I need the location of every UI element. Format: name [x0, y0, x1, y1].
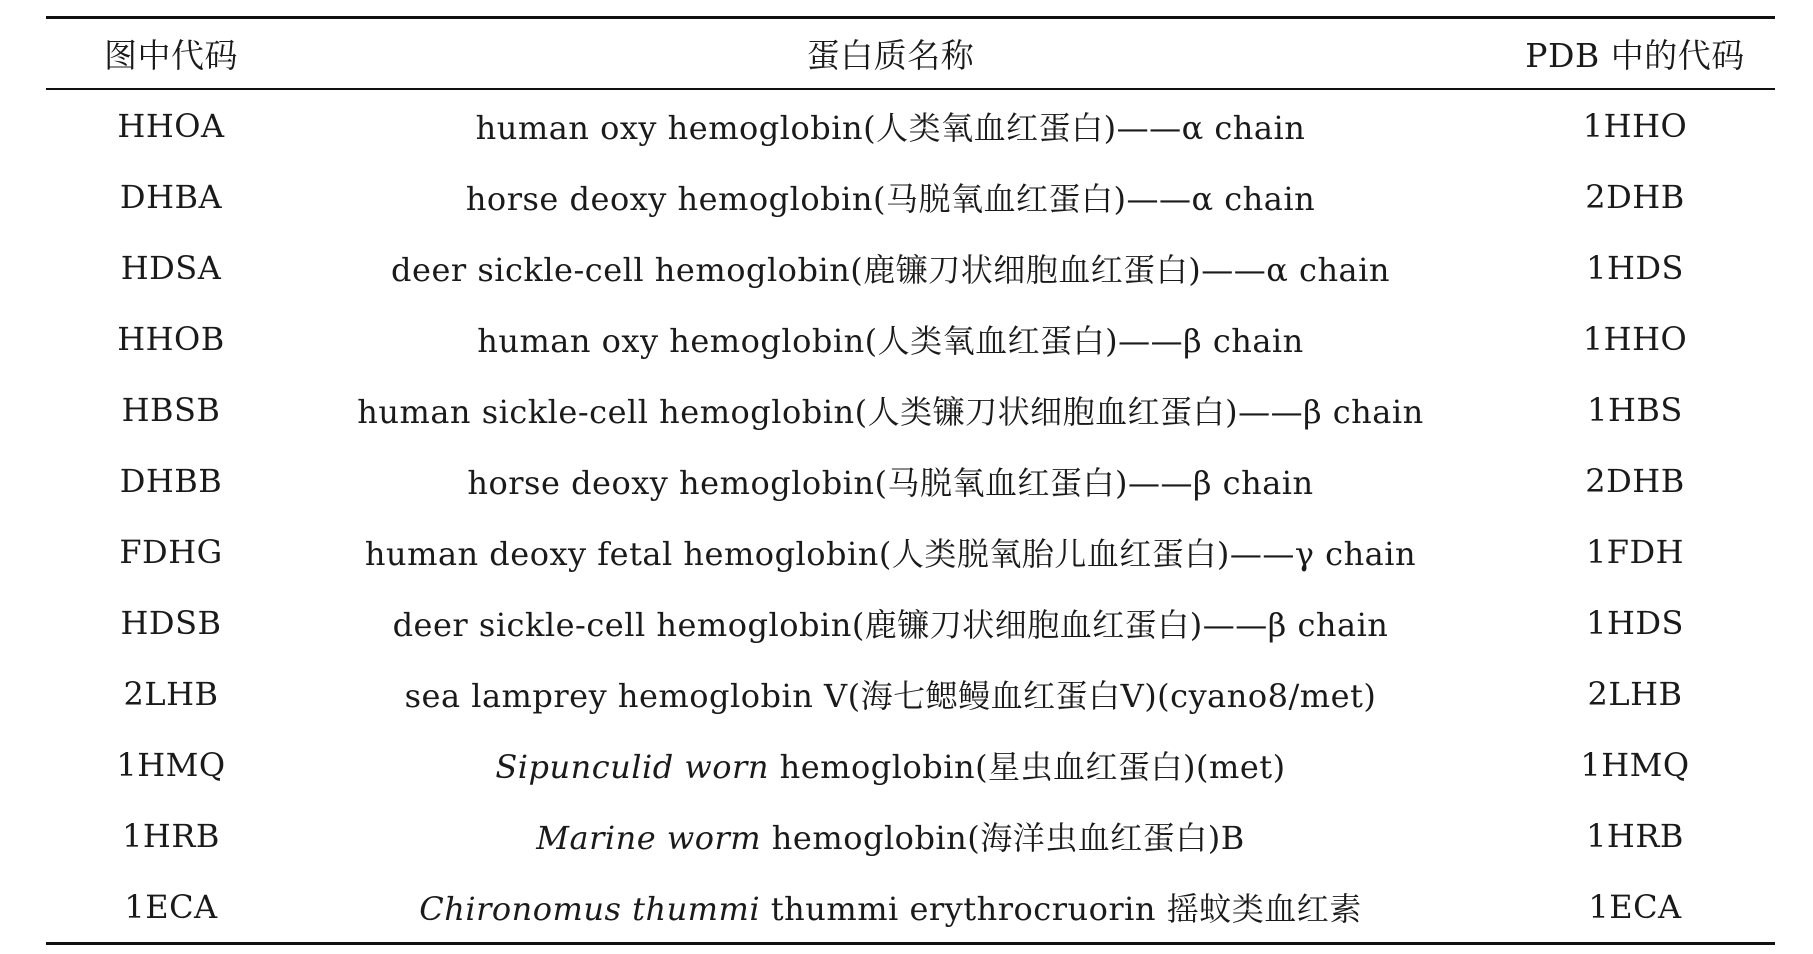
row-name-text: deer sickle-cell hemoglobin(鹿镰刀状细胞血红蛋白)——β chain	[392, 605, 1389, 644]
table-row	[46, 800, 1775, 871]
table-row	[46, 729, 1775, 800]
row-name-text: human oxy hemoglobin(人类氧血红蛋白)——β chain	[477, 321, 1304, 360]
row-pdb: 1HHO	[1582, 106, 1688, 145]
table-row	[46, 658, 1775, 729]
row-name-text: horse deoxy hemoglobin(马脱氧血红蛋白)——β chain	[467, 463, 1314, 502]
table-bottom-rule	[46, 942, 1775, 945]
row-code: DHBB	[119, 461, 223, 500]
table-row	[46, 516, 1775, 587]
row-name	[286, 884, 1495, 930]
row-name-text: thummi erythrocruorin 摇蚊类血红素	[760, 889, 1362, 928]
row-name-italic: Marine worm	[536, 818, 762, 857]
row-name-text: human oxy hemoglobin(人类氧血红蛋白)——α chain	[475, 108, 1306, 147]
table-row	[46, 161, 1775, 232]
row-code: HBSB	[121, 390, 221, 429]
row-name	[286, 813, 1495, 859]
table-row	[46, 90, 1775, 161]
row-name-italic: Sipunculid worn	[495, 747, 769, 786]
row-pdb: 1ECA	[1588, 887, 1682, 926]
row-name-italic: Chironomus thummi	[419, 889, 761, 928]
row-code: HDSB	[120, 603, 222, 642]
row-name-text: human deoxy fetal hemoglobin(人类脱氧胎儿血红蛋白)——γ chain	[364, 534, 1417, 573]
row-pdb: 1HMQ	[1580, 745, 1690, 784]
row-name	[286, 671, 1495, 717]
row-name-text: deer sickle-cell hemoglobin(鹿镰刀状细胞血红蛋白)——α chain	[391, 250, 1390, 289]
row-name	[286, 245, 1495, 291]
row-code: HDSA	[120, 248, 222, 287]
row-name	[286, 600, 1495, 646]
header-pdb: PDB 中的代码	[1525, 36, 1745, 75]
row-pdb: 1HHO	[1582, 319, 1688, 358]
row-name	[286, 174, 1495, 220]
row-pdb: 1HRB	[1586, 816, 1684, 855]
row-pdb: 2DHB	[1585, 177, 1685, 216]
row-code: HHOA	[117, 106, 225, 145]
row-name	[286, 316, 1495, 362]
table-row	[46, 303, 1775, 374]
row-name-text: hemoglobin(海洋虫血红蛋白)B	[761, 818, 1245, 857]
row-name-text: sea lamprey hemoglobin Ⅴ(海七鳃鳗血红蛋白Ⅴ)(cyano8/met)	[404, 676, 1377, 715]
row-code: 1ECA	[124, 887, 218, 926]
row-name	[286, 103, 1495, 149]
row-name	[286, 529, 1495, 575]
row-pdb: 1HDS	[1586, 603, 1684, 642]
row-code: DHBA	[119, 177, 223, 216]
row-code: 1HRB	[122, 816, 220, 855]
row-pdb: 1HDS	[1586, 248, 1684, 287]
row-pdb: 2DHB	[1585, 461, 1685, 500]
table-row	[46, 232, 1775, 303]
table-row	[46, 871, 1775, 942]
row-name	[286, 387, 1495, 433]
row-code: FDHG	[119, 532, 223, 571]
row-name-text: hemoglobin(星虫血红蛋白)(met)	[768, 747, 1286, 786]
row-name	[286, 458, 1495, 504]
row-pdb: 1FDH	[1585, 532, 1685, 571]
protein-table	[46, 16, 1775, 945]
header-code: 图中代码	[104, 36, 238, 75]
table-row	[46, 587, 1775, 658]
row-code: 1HMQ	[116, 745, 226, 784]
row-code: HHOB	[117, 319, 225, 358]
row-pdb: 1HBS	[1587, 390, 1683, 429]
table-row	[46, 445, 1775, 516]
row-pdb: 2LHB	[1587, 674, 1683, 713]
row-code: 2LHB	[123, 674, 219, 713]
table-row	[46, 374, 1775, 445]
row-name-text: human sickle-cell hemoglobin(人类镰刀状细胞血红蛋白)——β chain	[357, 392, 1424, 431]
table-header-row	[46, 19, 1775, 88]
row-name-text: horse deoxy hemoglobin(马脱氧血红蛋白)——α chain	[465, 179, 1316, 218]
header-name: 蛋白质名称	[806, 36, 975, 75]
row-name	[286, 742, 1495, 788]
